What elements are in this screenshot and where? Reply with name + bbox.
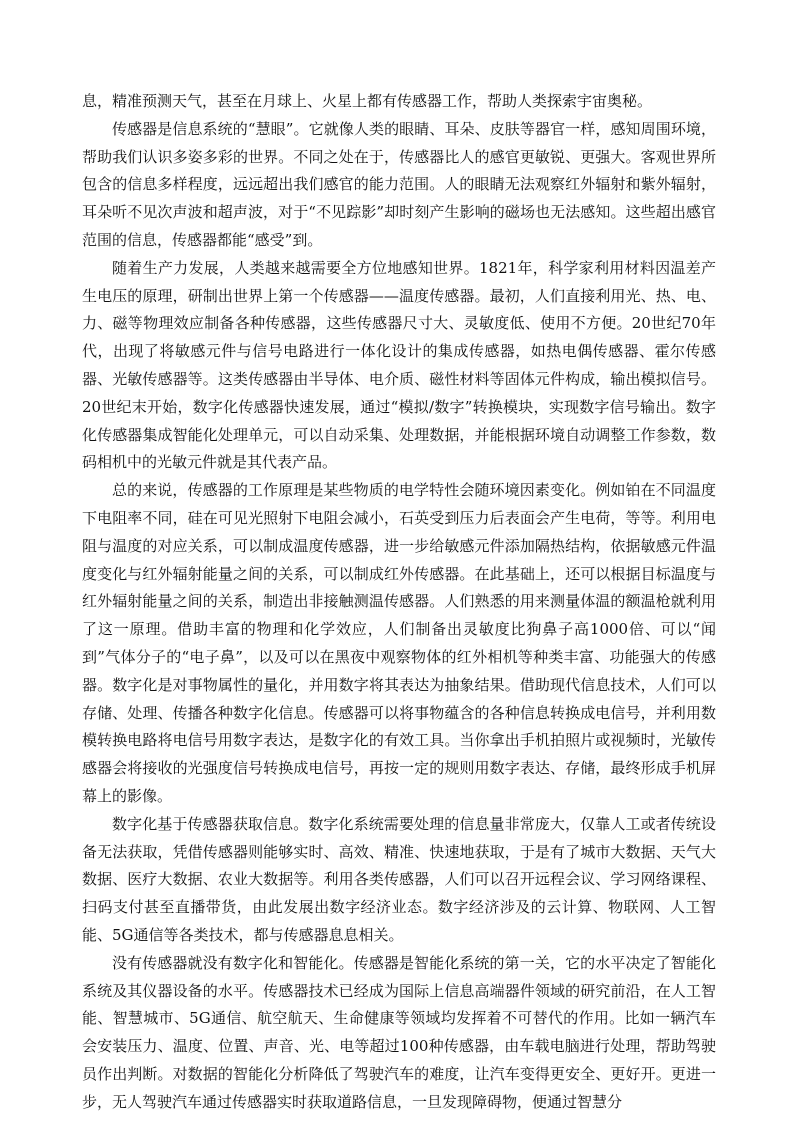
paragraph-2: 传感器是信息系统的“慧眼”。它就像人类的眼睛、耳朵、皮肤等器官一样，感知周围环境，帮助我们认识多姿多彩的世界。不同之处在于，传感器比人的感官更敏锐、更强大。客观世界所包含的信息多样程度，远远超出我们感官的能力范围。人的眼睛无法观察红外辐射和紫外辐射，耳朵听不见次声波和超声波，对于“不见踪影”却时刻产生影响的磁场也无法感知。这些超出感官范围的信息，传感器都能“感受”到。 — [82, 119, 716, 249]
paragraph-1: 息，精准预测天气，甚至在月球上、火星上都有传感器工作，帮助人类探索宇宙奥秘。 — [82, 92, 653, 110]
paragraph-4: 总的来说，传感器的工作原理是某些物质的电学特性会随环境因素变化。例如铂在不同温度下电阻率不同，硅在可见光照射下电阻会减小，石英受到压力后表面会产生电荷，等等。利用电阻与温度的对应关系，可以制成温度传感器，进一步给敏感元件添加隔热结构，依据敏感元件温度变化与红外辐射能量之间的关系，可以制成红外传感器。在此基础上，还可以根据目标温度与红外辐射能量之间的关系，制造出非接触测温传感器。人们熟悉的用来测量体温的额温枪就利用了这一原理。借助丰富的物理和化学效应，人们制备出灵敏度比狗鼻子高1000倍、可以“闻到”气体分子的“电子鼻”，以及可以在黑夜中观察物体的红外相机等种类丰富、功能强大的传感器。数字化是对事物属性的量化，并用数字将其表达为抽象结果。借助现代信息技术，人们可以存储、处理、传播各种数字化信息。传感器可以将事物蕴含的各种信息转换成电信号，并利用数模转换电路将电信号用数字表达，是数字化的有效工具。当你拿出手机拍照片或视频时，光敏传感器会将接收的光强度信号转换成电信号，再按一定的规则用数字表达、存储，最终形成手机屏幕上的影像。 — [82, 481, 716, 805]
document-body — [82, 88, 716, 1116]
paragraph-6: 没有传感器就没有数字化和智能化。传感器是智能化系统的第一关，它的水平决定了智能化系统及其仪器设备的水平。传感器技术已经成为国际上信息高端器件领域的研究前沿，在人工智能、智慧城市、5G通信、航空航天、生命健康等领域均发挥着不可替代的作用。比如一辆汽车会安装压力、温度、位置、声音、光、电等超过100种传感器，由车载电脑进行处理，帮助驾驶员作出判断。对数据的智能化分析降低了驾驶汽车的难度，让汽车变得更安全、更好开。更进一步，无人驾驶汽车通过传感器实时获取道路信息，一旦发现障碍物，便通过智慧分 — [82, 953, 716, 1111]
paragraph-5: 数字化基于传感器获取信息。数字化系统需要处理的信息量非常庞大，仅靠人工或者传统设备无法获取，凭借传感器则能够实时、高效、精准、快速地获取，于是有了城市大数据、天气大数据、医疗大数据、农业大数据等。利用各类传感器，人们可以召开远程会议、学习网络课程、扫码支付甚至直播带货，由此发展出数字经济业态。数字经济涉及的云计算、物联网、人工智能、5G通信等各类技术，都与传感器息息相关。 — [82, 814, 716, 944]
paragraph-3: 随着生产力发展，人类越来越需要全方位地感知世界。1821年，科学家利用材料因温差产生电压的原理，研制出世界上第一个传感器——温度传感器。最初，人们直接利用光、热、电、力、磁等物理效应制备各种传感器，这些传感器尺寸大、灵敏度低、使用不方便。20世纪70年代，出现了将敏感元件与信号电路进行一体化设计的集成传感器，如热电偶传感器、霍尔传感器、光敏传感器等。这类传感器由半导体、电介质、磁性材料等固体元件构成，输出模拟信号。20世纪末开始，数字化传感器快速发展，通过“模拟/数字”转换模块，实现数字信号输出。数字化传感器集成智能化处理单元，可以自动采集、处理数据，并能根据环境自动调整工作参数，数码相机中的光敏元件就是其代表产品。 — [82, 258, 716, 472]
